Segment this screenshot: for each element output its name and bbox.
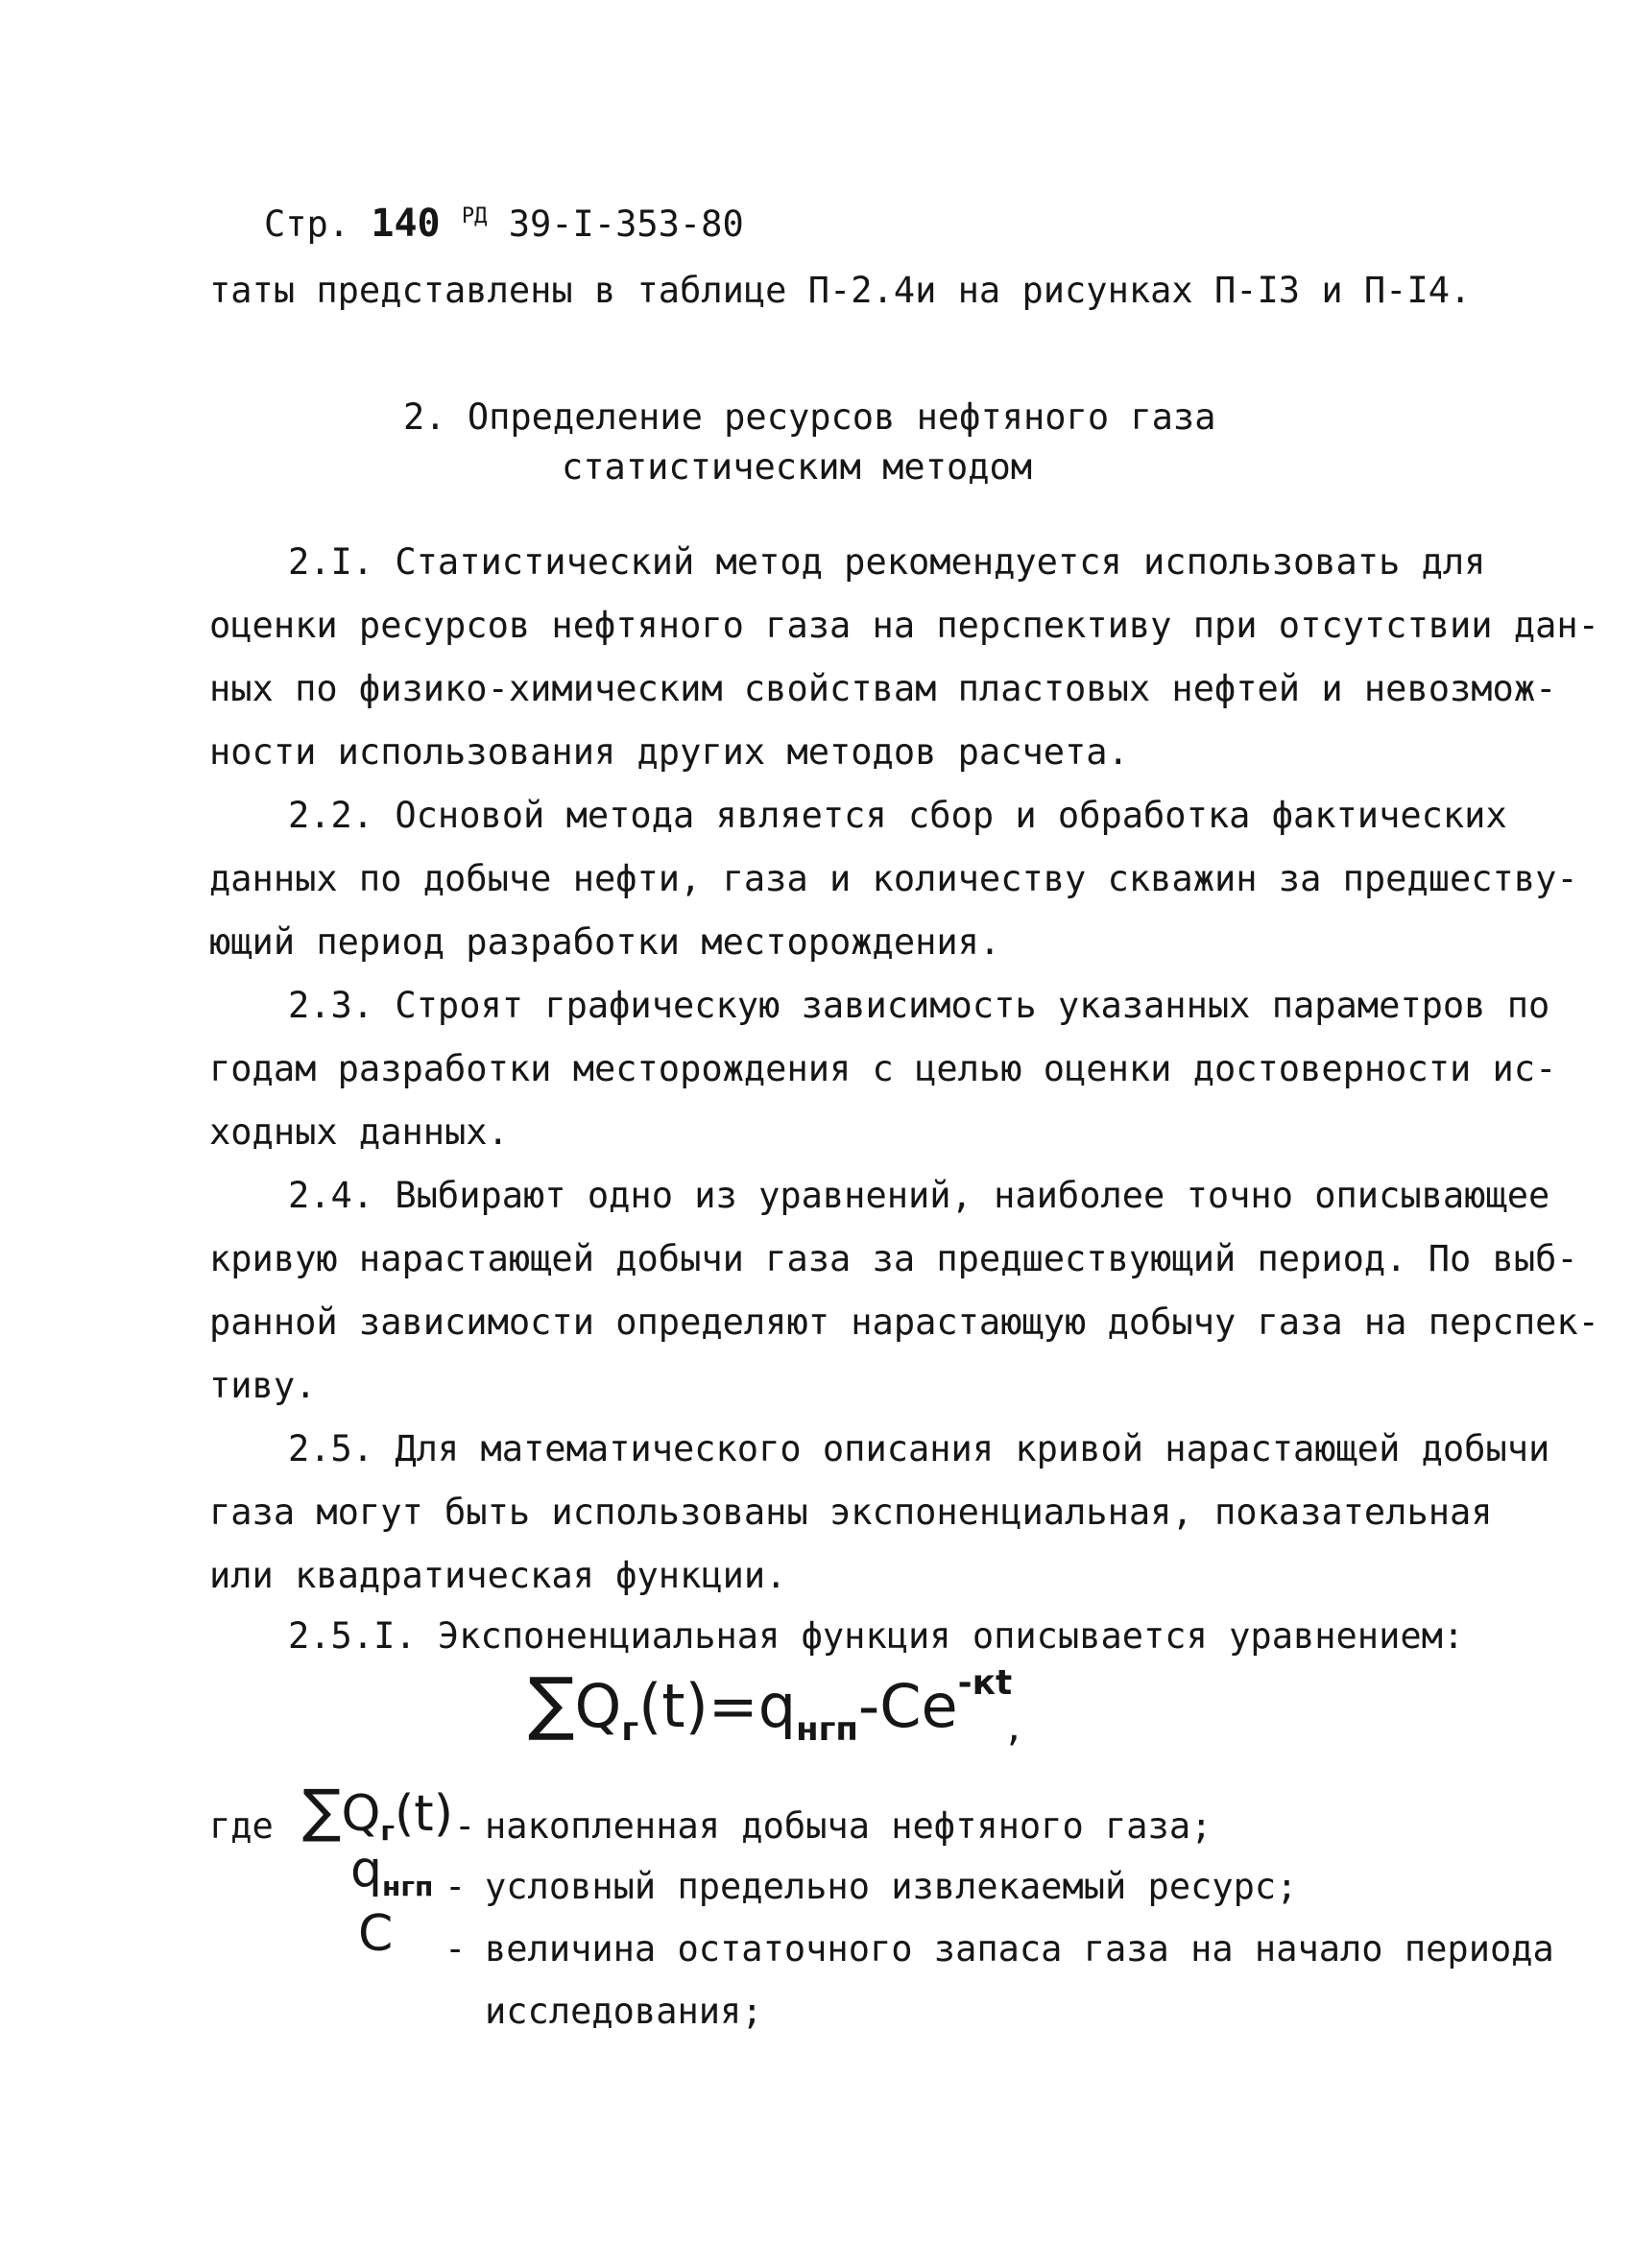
where-word: где xyxy=(209,1805,274,1847)
page-number: 140 xyxy=(371,202,441,246)
def-sum-symbol: ∑ xyxy=(302,1778,342,1845)
paragraph-line: 2.3. Строят графическую зависимость указанных параметров по xyxy=(288,985,1550,1026)
definition-dash: - xyxy=(444,1866,467,1907)
def-q-small-sub: нгп xyxy=(382,1871,434,1902)
paragraph-line: 2.2. Основой метода является сбор и обработка фактических xyxy=(288,795,1507,836)
paragraph-line: оценки ресурсов нефтяного газа на перспективу при отсутствии дан- xyxy=(209,605,1599,646)
sum-symbol: ∑ xyxy=(528,1662,575,1743)
def-q-small: q xyxy=(350,1841,383,1898)
paragraph-line: 2.I. Статистический метод рекомендуется использовать для xyxy=(288,541,1486,583)
formula-eq: = xyxy=(708,1671,758,1741)
intro-line: таты представлены в таблице П-2.4и на рисунках П-I3 и П-I4. xyxy=(209,270,1472,311)
formula-c: C xyxy=(879,1671,922,1741)
section-title-line1: 2. Определение ресурсов нефтяного газа xyxy=(403,396,1216,438)
formula-q-small: q xyxy=(757,1671,797,1741)
definition-dash: - xyxy=(454,1805,476,1847)
paragraph-line: 2.5.I. Экспоненциальная функция описывается уравнением: xyxy=(288,1615,1465,1657)
def-q: Q xyxy=(341,1785,381,1843)
section-title-line2: статистическим методом xyxy=(562,446,1033,488)
paragraph-line: 2.4. Выбирают одно из уравнений, наиболее точно описывающее xyxy=(288,1175,1550,1216)
definition-symbol xyxy=(358,1905,393,1963)
formula-q-sub: г xyxy=(621,1710,639,1749)
formula-q-small-sub: нгп xyxy=(796,1710,858,1749)
formula-q: Q xyxy=(574,1671,622,1741)
formula-arg: (t) xyxy=(638,1671,708,1741)
paragraph-line: газа могут быть использованы экспоненциальная, показательная xyxy=(209,1492,1493,1533)
def-arg: (t) xyxy=(395,1785,453,1843)
formula-e: e xyxy=(921,1671,958,1741)
definition-text: накопленная добыча нефтяного газа; xyxy=(485,1805,1213,1847)
definition-text: условный предельно извлекаемый ресурс; xyxy=(485,1866,1298,1907)
paragraph-line: данных по добыче нефти, газа и количеству скважин за предшеству- xyxy=(209,858,1578,899)
paragraph-line: годам разработки месторождения с целью оценки достоверности ис- xyxy=(209,1048,1557,1089)
paragraph-line: ных по физико-химическим свойствам пластовых нефтей и невозмож- xyxy=(209,668,1557,709)
paragraph-line: ходных данных. xyxy=(209,1111,509,1153)
definition-symbol xyxy=(350,1841,433,1902)
paragraph-line: или квадратическая функции. xyxy=(209,1555,787,1596)
formula-exponent: -кt xyxy=(957,1663,1013,1703)
paragraph-line: ности использования других методов расчета. xyxy=(209,731,1129,773)
paragraph-line: ранной зависимости определяют нарастающую добычу газа на перспек- xyxy=(209,1301,1599,1343)
definition-symbol xyxy=(302,1778,453,1847)
definition-text-continued: исследования; xyxy=(485,1991,763,2032)
def-q-sub: г xyxy=(380,1815,396,1847)
doc-code: 39-I-353-80 xyxy=(508,203,744,245)
paragraph-line: 2.5. Для математического описания кривой нарастающей добычи xyxy=(288,1428,1550,1469)
paragraph-line: кривую нарастающей добычи газа за предшествующий период. По выб- xyxy=(209,1238,1578,1279)
definition-text: величина остаточного запаса газа на начало периода xyxy=(485,1928,1554,1970)
definition-dash: - xyxy=(444,1928,467,1970)
page-header xyxy=(264,202,744,246)
def-c: C xyxy=(358,1905,394,1963)
formula-comma: , xyxy=(1003,1707,1025,1749)
exponential-formula xyxy=(528,1662,1012,1749)
page-prefix: Стр. xyxy=(264,203,350,245)
formula-minus: - xyxy=(857,1671,880,1741)
doc-prefix: РД xyxy=(461,204,488,228)
paragraph-line: тиву. xyxy=(209,1365,317,1406)
paragraph-line: ющий период разработки месторождения. xyxy=(209,921,1001,963)
